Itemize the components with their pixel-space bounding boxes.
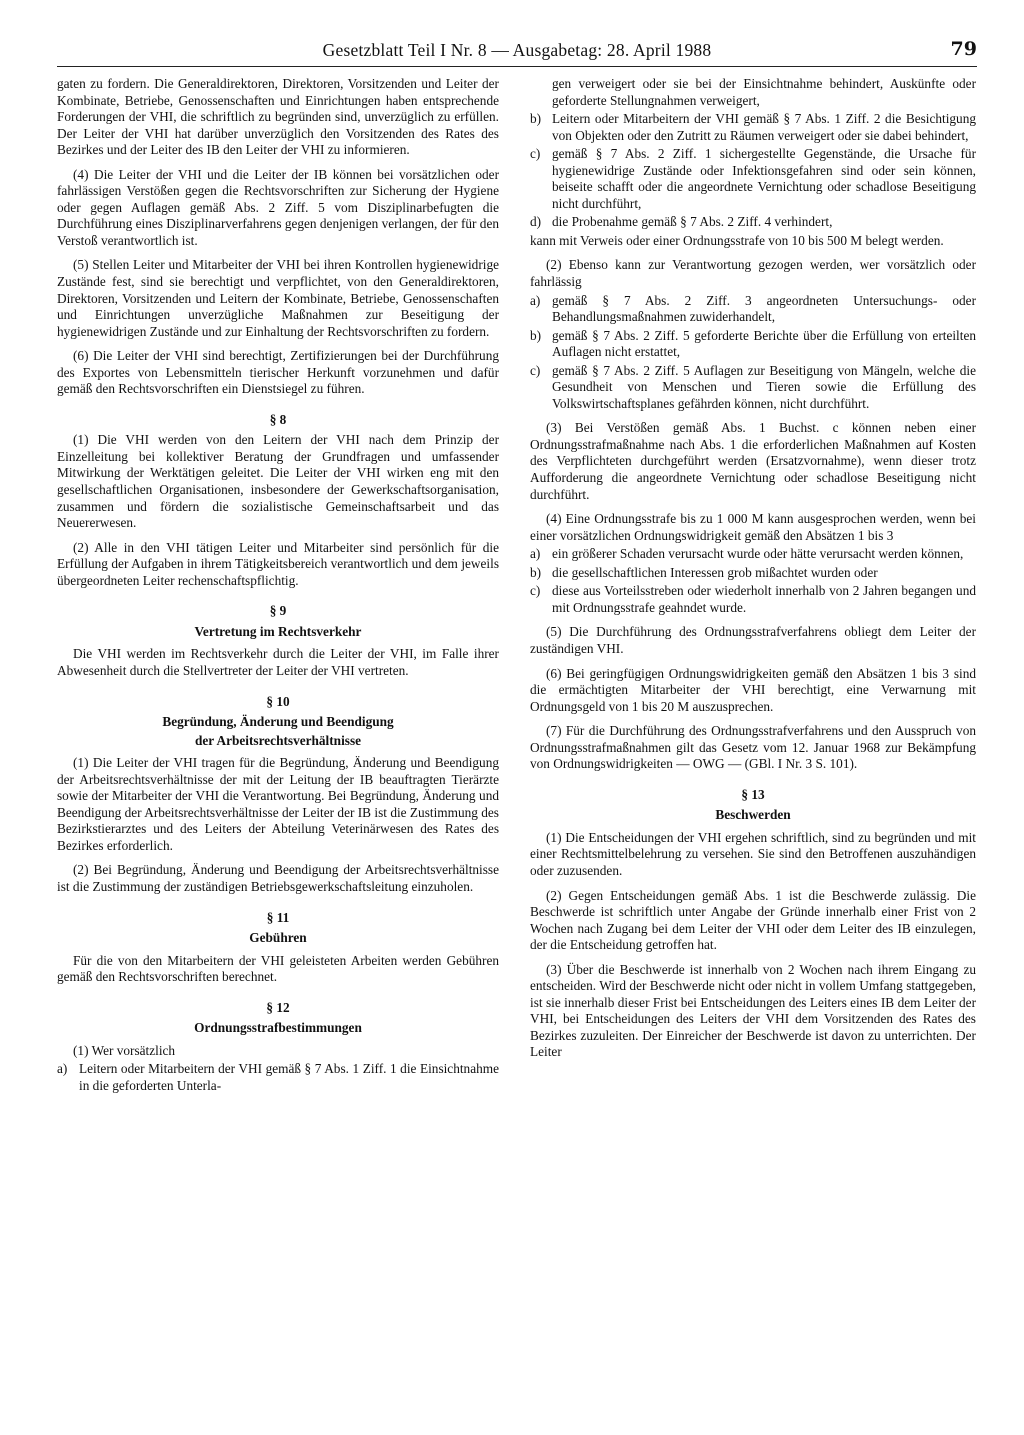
list-item [530,583,976,616]
list-text: ein größerer Schaden verursacht wurde oder hätte verursacht werden können, [552,546,964,562]
section-heading-8: § 8 [269,411,287,427]
section-heading-11: § 11 [266,909,290,925]
section-heading-9: § 9 [269,603,287,619]
list-item [530,111,976,144]
list-label: c) [530,146,541,162]
paragraph: (3) Über die Beschwerde ist innerhalb von 2 Wochen nach ihrem Eingang zu entscheiden. Wird der Beschwerde nicht oder nicht in vollem Umfang stattgegeben, ist sie innerhalb dieser Frist bei Entscheidungen des Leiters eines IB dem Leiter der VHI, bei Entscheidungen des Leiters der VHI dem Vorsitzenden des Rates des Bezirkes zuzuleiten. Der Einreicher der Beschwerde ist davon zu unterrichten. Der Leiter [530,961,976,1060]
paragraph: (2) Ebenso kann zur Verantwortung gezogen werden, wer vorsätzlich oder fahrlässig [530,257,976,290]
paragraph: (2) Alle in den VHI tätigen Leiter und Mitarbeiter sind persönlich für die Erfüllung der Aufgaben in ihrem Tätigkeitsbereich verantwortlich und dem jeweils übergeordneten Leiter rechenschaftspflichtig. [57,539,499,588]
list-item [530,328,976,361]
paragraph: (4) Die Leiter der VHI und die Leiter der IB können bei vorsätzlichen oder fahrlässigen Verstößen gegen die Rechtsvorschriften zur Sicherung der Hygiene oder gegen Auflagen gemäß Abs. 2 Ziff. 5 vom Disziplinarbefugten die Durchführung eines Disziplinarverfahrens gegen denjenigen verlangen, der für den Verstoß verantwortlich ist. [57,166,499,248]
paragraph: (1) Die Leiter der VHI tragen für die Begründung, Änderung und Beendigung der Arbeitsrechtsverhältnisse der mit der Leitung der IB beauftragten Tierärzte sowie der Mitarbeiter der VHI die Verantwortung. Bei Begründung, Änderung und Beendigung der Arbeitsrechtsverhältnisse der Leiter der IB ist die Zustimmung des Bezirkstierarztes und des Leiters der Abteilung Veterinärwesen des Rates des Bezirkes erforderlich. [57,755,499,853]
list-item [530,565,976,582]
section-title-12: Ordnungsstrafbestimmungen [194,1020,362,1036]
paragraph: (6) Die Leiter der VHI sind berechtigt, Zertifizierungen bei der Durchführung des Exportes von Lebensmitteln tierischer Herkunft vorzunehmen und dafür gemäß den Rechtsvorschriften ein Dienstsiegel zu führen. [57,348,499,397]
paragraph: gaten zu fordern. Die Generaldirektoren, Direktoren, Vorsitzenden und Leiter der Kombinate, Betriebe, Genossenschaften und Einrichtungen haben entsprechende Forderungen der VHI, die schriftlich zu begründen sind, unverzüglich zu erfüllen. Der Leiter der VHI hat darüber unverzüglich den Vorsitzenden des Rates des Bezirkes und der Leiter des IB den Leiter der VHI zu informieren. [57,76,499,158]
section-title-9: Vertretung im Rechtsverkehr [194,623,362,639]
list-text: gemäß § 7 Abs. 2 Ziff. 5 geforderte Berichte über die Erfüllung von erteilten Auflagen nicht erstattet, [552,327,976,360]
page-header [57,38,977,67]
list-text: gen verweigert oder sie bei der Einsichtnahme behindert, Auskünfte oder geforderte Stellungnahmen verweigert, [552,76,976,108]
list-text: gemäß § 7 Abs. 2 Ziff. 3 angeordneten Untersuchungs- oder Behandlungsmaßnahmen zuwiderhandelt, [552,292,976,325]
paragraph: (2) Gegen Entscheidungen gemäß Abs. 1 ist die Beschwerde zulässig. Die Beschwerde ist schriftlich unter Angabe der Gründe innerhalb einer Frist von 2 Wochen nach Zugang bei dem Leiter der VHI oder dem Leiter des IB einzulegen, der die Entscheidung getroffen hat. [530,887,976,953]
page-number: 79 [950,38,977,60]
list-label: d) [530,214,542,230]
list-item [530,363,976,413]
list-text: Leitern oder Mitarbeitern der VHI gemäß § 7 Abs. 1 Ziff. 1 die Einsichtnahme in die geforderten Unterla- [79,1061,499,1093]
section-title-11: Gebühren [249,930,307,946]
list-item [530,293,976,326]
list-item-continued [530,76,976,109]
paragraph: (7) Für die Durchführung des Ordnungsstrafverfahrens und den Ausspruch von Ordnungsstrafmaßnahmen gilt das Gesetz vom 12. Januar 1968 zur Bekämpfung von Ordnungswidrigkeiten — OWG — (GBl. I Nr. 3 S. 101). [530,723,976,772]
paragraph: (5) Stellen Leiter und Mitarbeiter der VHI bei ihren Kontrollen hygienewidrige Zustände fest, sind sie berechtigt und verpflichtet, von den Generaldirektoren, Direktoren, Vorsitzenden und Leitern der Kombinate, Betriebe, Genossenschaften und Einrichtungen unverzügliche Maßnahmen zur Beseitigung der hygienewidrigen Zustände und zur Einhaltung der Rechtsvorschriften zu fordern. [57,257,499,339]
paragraph: (3) Bei Verstößen gemäß Abs. 1 Buchst. c können neben einer Ordnungsstrafmaßnahme nach Abs. 1 die erforderlichen Maßnahmen auf Kosten des Verpflichteten durchgeführt werden (Ersatzvornahme), wenn dieser trotz Aufforderung die angeordnete Vernichtung oder schadlose Beseitigung nicht durchführt. [530,420,976,502]
list-text: Leitern oder Mitarbeitern der VHI gemäß § 7 Abs. 1 Ziff. 2 die Besichtigung von Objekten oder den Zutritt zu Räumen verweigert oder sie dabei behindert, [552,111,976,143]
header-title: Gesetzblatt Teil I Nr. 8 — Ausgabetag: 28. April 1988 [322,40,712,60]
list-label: b) [530,111,542,127]
paragraph: (5) Die Durchführung des Ordnungsstrafverfahrens obliegt dem Leiter der zuständigen VHI. [530,624,976,656]
list-label: a) [530,292,541,308]
section-title-13: Beschwerden [715,807,791,823]
list-item [530,546,976,563]
paragraph: (1) Die VHI werden von den Leitern der VHI nach dem Prinzip der Einzelleitung bei kollektiver Beratung der Grundfragen und umfassender Mitwirkung der Werktätigen geleitet. Die Leiter der VHI wirken eng mit den gesellschaftlichen Organisationen, insbesondere der Gewerkschaftsorganisation, zusammen und fördern die sozialistische Gemeinschaftsarbeit und das Neuererwesen. [57,432,499,531]
section-heading-13: § 13 [741,786,765,802]
list-label: b) [530,327,542,343]
section-title-10-line2: der Arbeitsrechtsverhältnisse [194,732,362,748]
paragraph: Die VHI werden im Rechtsverkehr durch die Leiter der VHI, im Falle ihrer Abwesenheit durch die Stellvertreter der Leiter der VHI vertreten. [57,646,499,678]
list-text: diese aus Vorteilsstreben oder wiederholt innerhalb von 2 Jahren begangen und mit Ordnungsstrafe geahndet wurde. [552,583,976,615]
list-item [57,1061,499,1094]
paragraph: (1) Wer vorsätzlich [73,1042,176,1058]
paragraph: (2) Bei Begründung, Änderung und Beendigung der Arbeitsrechtsverhältnisse ist die Zustimmung der zuständigen Betriebsgewerkschaftsleitung einzuholen. [57,862,499,894]
paragraph: (4) Eine Ordnungsstrafe bis zu 1 000 M kann ausgesprochen werden, wenn bei einer vorsätzlichen Ordnungswidrigkeit gemäß den Absätzen 1 bis 3 [530,511,976,543]
paragraph: Für die von den Mitarbeitern der VHI geleisteten Arbeiten werden Gebühren gemäß den Rechtsvorschriften berechnet. [57,952,499,985]
section-heading-12: § 12 [266,999,290,1015]
list-item [530,214,976,231]
list-text: gemäß § 7 Abs. 2 Ziff. 1 sichergestellte Gegenstände, die Ursache für hygienewidrige Zustände oder Infektionsgefahren sind oder sein können, beiseite schafft oder die angeordnete Vernichtung oder schadlose Beseitigung nicht durchführt, [552,146,976,211]
list-label: c) [530,583,541,599]
list-label: c) [530,362,541,378]
list-label: a) [530,546,541,562]
list-item [530,146,976,212]
left-column [57,76,499,1096]
paragraph: kann mit Verweis oder einer Ordnungsstrafe von 10 bis 500 M belegt werden. [530,232,944,248]
list-label: a) [57,1061,68,1077]
section-heading-10: § 10 [266,693,290,709]
list-label: b) [530,564,542,580]
right-column [530,76,976,1069]
list-text: die Probenahme gemäß § 7 Abs. 2 Ziff. 4 verhindert, [552,214,833,230]
section-title-10: Begründung, Änderung und Beendigung [162,714,394,730]
paragraph: (1) Die Entscheidungen der VHI ergehen schriftlich, sind zu begründen und mit einer Rechtsmittelbelehrung zu versehen. Sie sind den Betroffenen auszuhändigen oder zuzusenden. [530,829,976,878]
list-text: die gesellschaftlichen Interessen grob mißachtet wurden oder [552,564,878,580]
paragraph: (6) Bei geringfügigen Ordnungswidrigkeiten gemäß den Absätzen 1 bis 3 sind die ermächtigten Mitarbeiter der VHI berechtigt, eine Verwarnung mit Ordnungsgeld von 1 bis 20 M auszusprechen. [530,665,976,714]
list-text: gemäß § 7 Abs. 2 Ziff. 5 Auflagen zur Beseitigung von Mängeln, welche die Gesundheit von Menschen und Tieren sowie die Erfüllung des Volkswirtschaftsplanes gefährden können, nicht durchführt. [552,362,976,411]
